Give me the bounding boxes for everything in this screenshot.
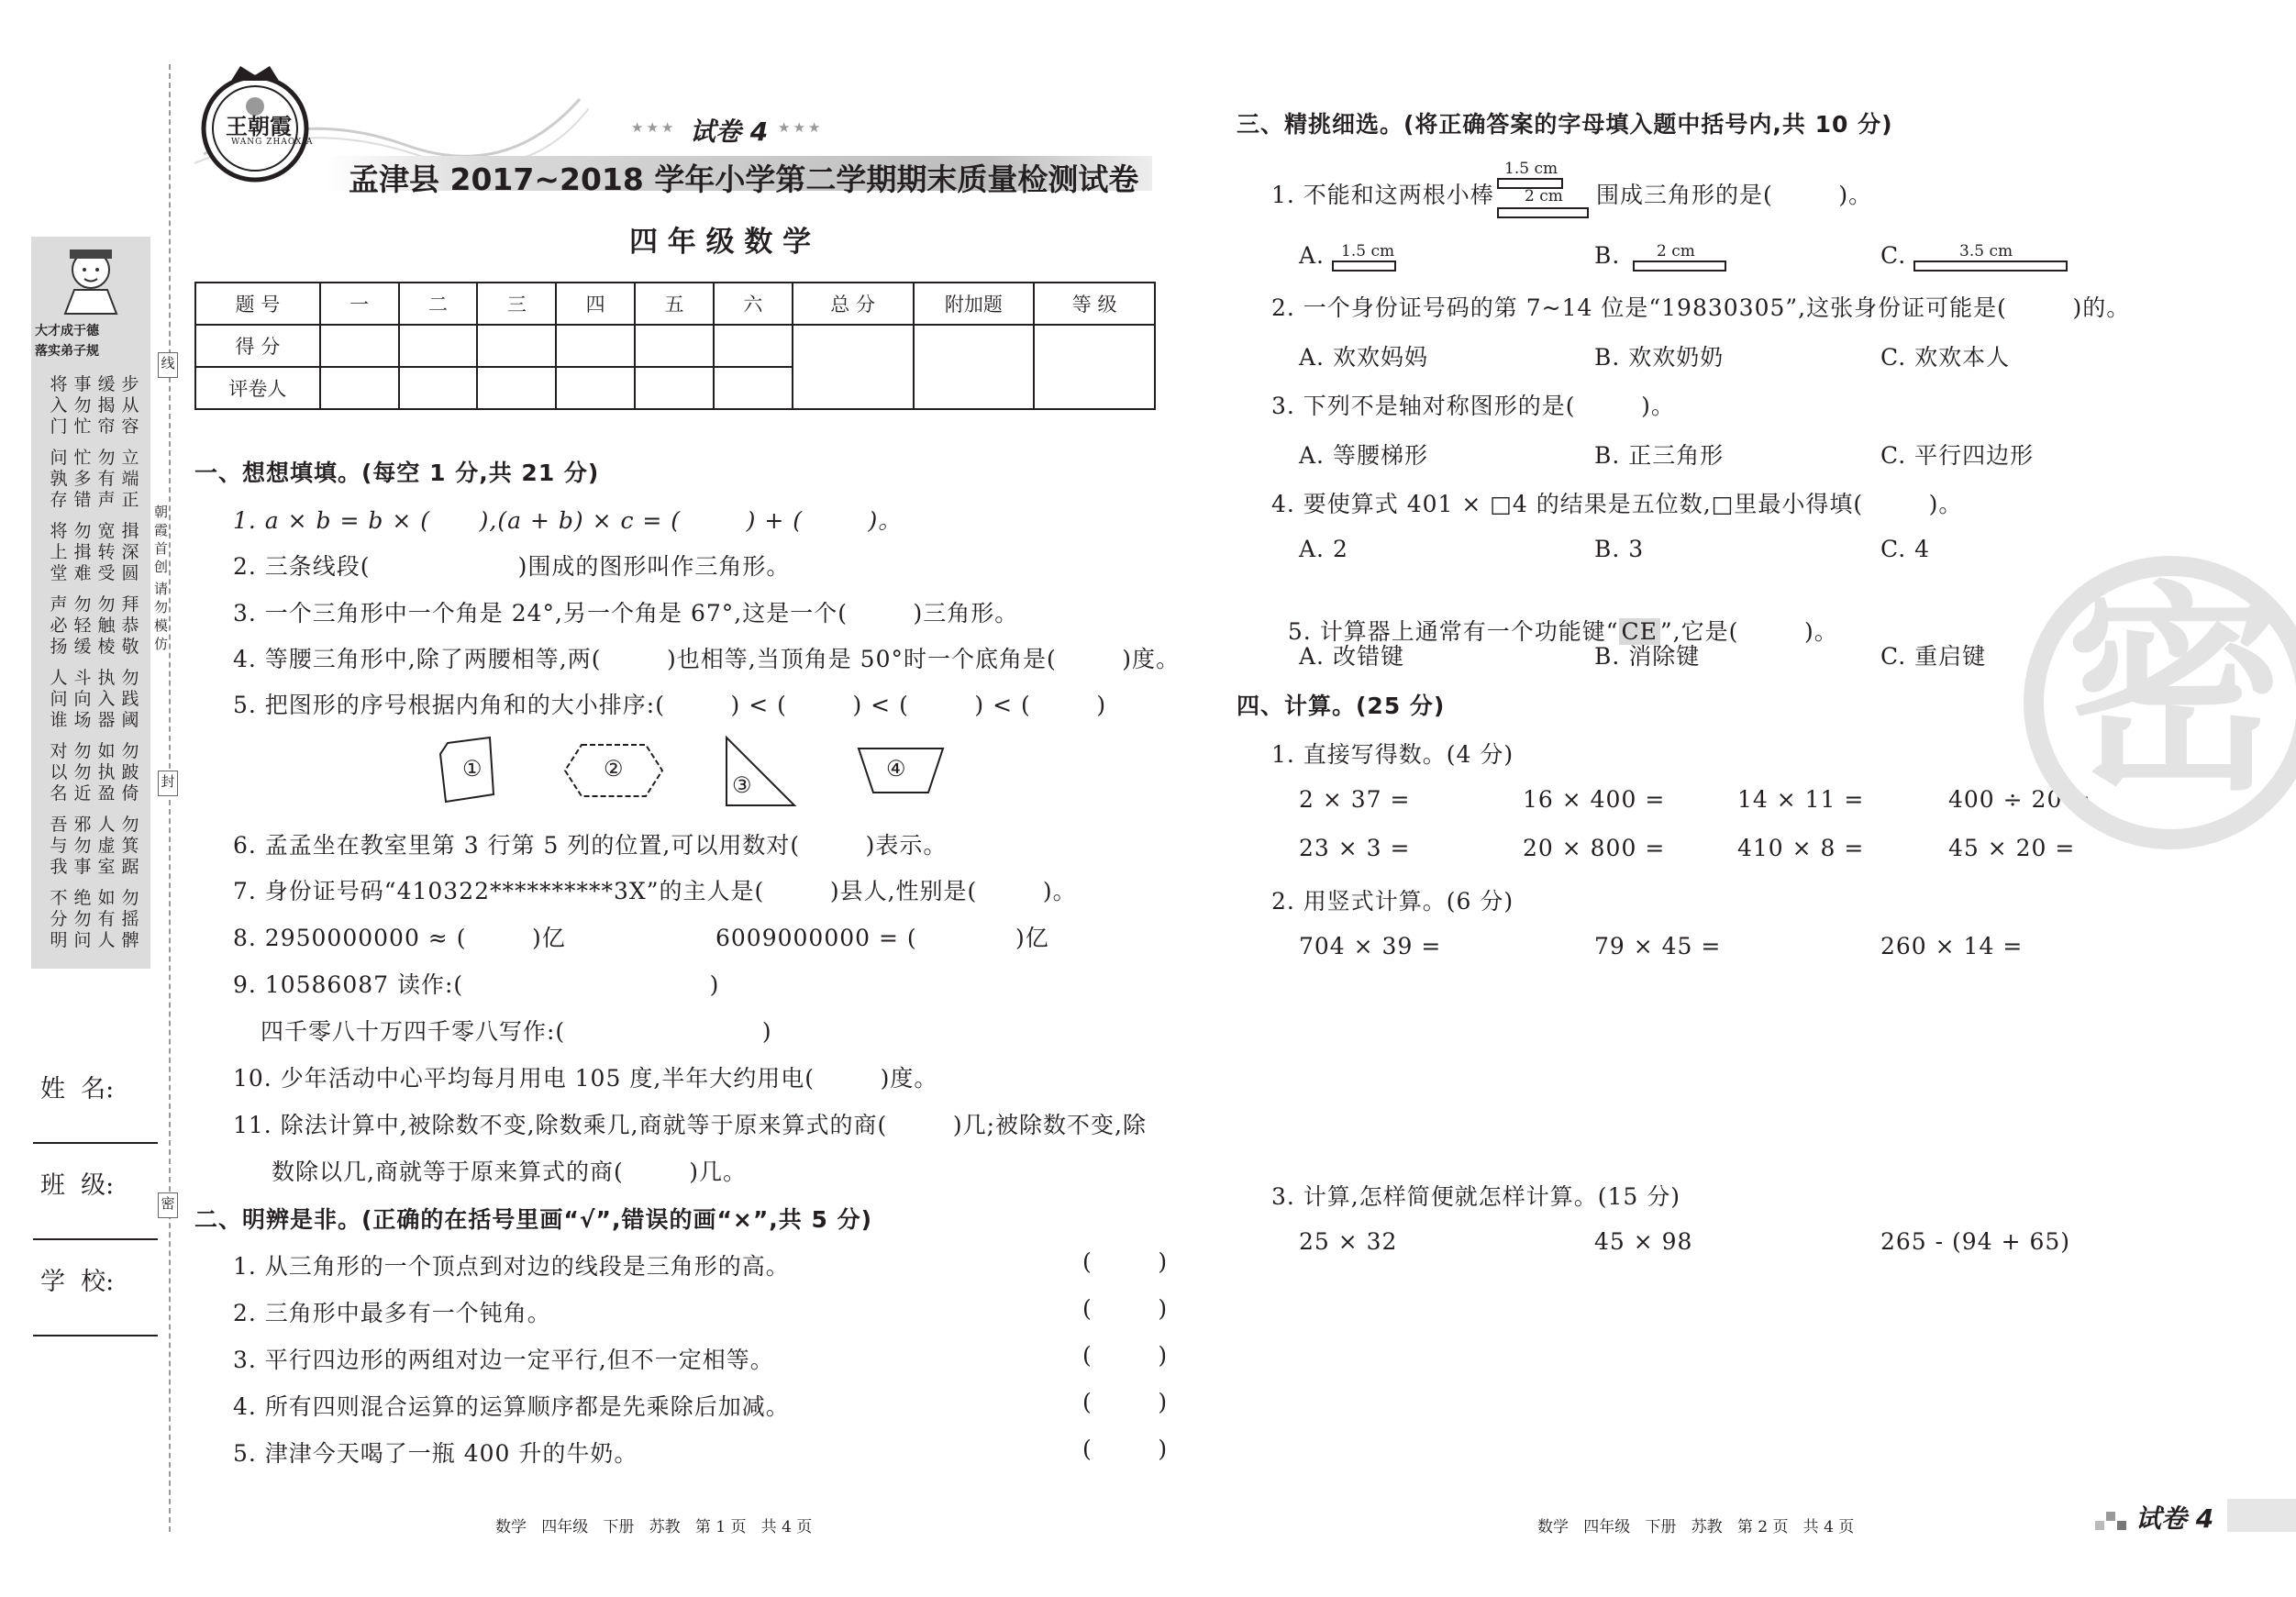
option[interactable]: B. 正三角形 — [1594, 442, 1725, 469]
logo-subtext: WANG ZHAOXIA — [231, 138, 314, 147]
grader-cell[interactable] — [320, 367, 399, 409]
question-1-1: 1. a × b = b × ( ),(a + b) × c = ( ) + ( )。 — [233, 507, 903, 534]
table-header-cell: 二 — [399, 283, 478, 325]
shape-label-1: ① — [462, 756, 482, 782]
question-1-11a: 11. 除法计算中,被除数不变,除数乘几,商就等于原来算式的商( )几;被除数不变,除 — [233, 1112, 1147, 1138]
grade-cell[interactable] — [1034, 325, 1155, 409]
poem-column: 勿摇髀 — [121, 888, 139, 950]
paper-number: 试卷 4 — [690, 116, 769, 147]
table-header-cell: 总 分 — [793, 283, 914, 325]
logo-text: 王朝霞 — [226, 114, 292, 139]
table-header-cell: 等 级 — [1034, 283, 1155, 325]
poem-column: 斗向场 — [73, 668, 92, 730]
calc-item: 265 - (94 + 65) — [1880, 1228, 2071, 1255]
name-field[interactable] — [33, 1142, 158, 1144]
question-1-9a: 9. 10586087 读作:( ) — [233, 971, 720, 998]
watermark-char: 密 — [2066, 563, 2287, 820]
poem-column: 勿勿近 — [73, 741, 92, 804]
question-3-2: 2. 一个身份证号码的第 7~14 位是“19830305”,这张身份证可能是( )的。 — [1271, 294, 2131, 321]
option-a-letter[interactable]: A. — [1299, 242, 1325, 269]
tf-item: 3. 平行四边形的两组对边一定平行,但不一定相等。 — [233, 1347, 774, 1373]
table-header-cell: 六 — [714, 283, 793, 325]
poem-column: 勿触棱 — [97, 594, 116, 657]
part-1-title: 1. 直接写得数。(4 分) — [1271, 741, 1514, 768]
row-label: 得 分 — [195, 325, 320, 367]
part-3-title: 3. 计算,怎样简便就怎样计算。(15 分) — [1271, 1183, 1681, 1210]
poem-column: 缓揭帘 — [97, 374, 116, 437]
school-label: 学 校: — [40, 1268, 115, 1296]
option[interactable]: C. 重启键 — [1880, 643, 1987, 670]
table-row — [195, 325, 1155, 367]
class-label: 班 级: — [40, 1171, 115, 1200]
fold-mark-2: 封 — [158, 771, 178, 796]
calc-item: 45 × 20 = — [1948, 835, 2076, 861]
cartoon-scholar-icon — [51, 242, 130, 316]
question-3-1: 1. 不能和这两根小棒 — [1271, 182, 1494, 208]
table-header-cell: 三 — [477, 283, 556, 325]
grader-cell[interactable] — [635, 367, 714, 409]
option[interactable]: B. 3 — [1594, 536, 1645, 562]
question-3-5-a: 5. 计算器上通常有一个功能键“ — [1287, 618, 1619, 645]
total-cell[interactable] — [793, 325, 914, 409]
fold-mark-3: 密 — [158, 1192, 178, 1218]
stick-2-label: 2 cm — [1525, 187, 1563, 205]
grader-cell[interactable] — [399, 367, 478, 409]
section-3-title: 三、精挑细选。(将正确答案的字母填入题中括号内,共 10 分) — [1237, 111, 1893, 138]
option-a-stick — [1332, 261, 1396, 272]
question-1-11b: 数除以几,商就等于原来算式的商( )几。 — [272, 1159, 748, 1185]
table-header-cell: 四 — [556, 283, 635, 325]
score-cell[interactable] — [635, 325, 714, 367]
poem-column: 勿践阈 — [121, 668, 139, 730]
score-table — [194, 282, 1156, 410]
pixel-decoration-icon — [2095, 1508, 2130, 1532]
question-3-1-tail: 围成三角形的是( )。 — [1596, 182, 1873, 208]
option-b-label: 2 cm — [1657, 242, 1695, 261]
poem-column: 不分明 — [50, 888, 68, 950]
poem-column: 揖深圆 — [121, 521, 139, 583]
question-3-4: 4. 要使算式 401 × □4 的结果是五位数,□里最小得填( )。 — [1271, 491, 1963, 517]
question-1-3: 3. 一个三角形中一个角是 24°,另一个角是 67°,这是一个( )三角形。 — [233, 600, 1019, 627]
calc-item: 410 × 8 = — [1737, 835, 1865, 861]
poem-column: 勿揖难 — [73, 521, 92, 583]
paper-tab: 试卷 4 — [2135, 1503, 2214, 1534]
poem-column: 如执盈 — [97, 741, 116, 804]
section-4-title: 四、计算。(25 分) — [1237, 693, 1446, 719]
poem-column: 拜恭敬 — [121, 594, 139, 657]
table-header-cell: 题 号 — [195, 283, 320, 325]
poem-column: 人虚室 — [97, 815, 116, 877]
option-c-stick — [1913, 261, 2068, 272]
paper-tab-band — [2227, 1499, 2296, 1532]
poem-column: 如有人 — [97, 888, 116, 950]
bonus-cell[interactable] — [914, 325, 1035, 409]
poem-column: 立端正 — [121, 448, 139, 510]
question-1-8a: 8. 2950000000 ≈ ( )亿 — [233, 925, 566, 951]
table-header-cell: 附加题 — [914, 283, 1035, 325]
poem-column: 问孰存 — [50, 448, 68, 510]
motto-1: 大才成于德 — [35, 324, 99, 338]
option-a-label: 1.5 cm — [1341, 242, 1395, 261]
answer-paren[interactable]: ( ) — [1082, 1248, 1169, 1275]
calc-item: 400 ÷ 20 = — [1948, 786, 2091, 813]
tf-item: 1. 从三角形的一个顶点到对边的线段是三角形的高。 — [233, 1253, 790, 1280]
poem-column: 绝勿问 — [73, 888, 92, 950]
table-header-cell: 一 — [320, 283, 399, 325]
option-b-stick — [1633, 261, 1726, 272]
poem-column: 勿有声 — [97, 448, 116, 510]
option[interactable]: C. 欢欢本人 — [1880, 344, 2011, 371]
poem-column: 邪勿事 — [73, 815, 92, 877]
option-c-letter[interactable]: C. — [1880, 242, 1907, 269]
question-3-5-b: ”,它是( )。 — [1659, 618, 1838, 645]
question-1-10: 10. 少年活动中心平均每月用电 105 度,半年大约用电( )度。 — [233, 1065, 938, 1092]
answer-paren[interactable]: ( ) — [1082, 1436, 1169, 1462]
option[interactable]: A. 2 — [1299, 536, 1348, 562]
stick-1-label: 1.5 cm — [1504, 160, 1558, 178]
score-cell[interactable] — [556, 325, 635, 367]
poem-column: 步从容 — [121, 374, 139, 437]
poem-column: 执入器 — [97, 668, 116, 730]
question-1-9b: 四千零八十万四千零八写作:( ) — [261, 1018, 772, 1045]
stars-left: ★★★ — [631, 119, 677, 136]
answer-paren[interactable]: ( ) — [1082, 1295, 1169, 1322]
school-field[interactable] — [33, 1335, 158, 1336]
calc-item: 45 × 98 — [1594, 1228, 1693, 1255]
stick-2 — [1497, 207, 1589, 218]
name-label: 姓 名: — [40, 1075, 115, 1103]
poem-column: 勿箕踞 — [121, 815, 139, 877]
question-3-3: 3. 下列不是轴对称图形的是( )。 — [1271, 393, 1675, 419]
calc-item: 20 × 800 = — [1523, 835, 1666, 861]
answer-paren[interactable]: ( ) — [1082, 1389, 1169, 1415]
calc-item: 704 × 39 = — [1299, 933, 1442, 959]
shape-label-3: ③ — [732, 772, 752, 798]
score-cell[interactable] — [477, 325, 556, 367]
question-1-5: 5. 把图形的序号根据内角和的大小排序:( ) < ( ) < ( ) < ( ) — [233, 692, 1107, 718]
score-cell[interactable] — [320, 325, 399, 367]
calc-item: 23 × 3 = — [1299, 835, 1411, 861]
option[interactable]: A. 欢欢妈妈 — [1299, 344, 1428, 371]
section-2-title: 二、明辨是非。(正确的在括号里画“√”,错误的画“×”,共 5 分) — [194, 1206, 872, 1233]
question-1-8b: 6009000000 = ( )亿 — [715, 925, 1049, 951]
section-1-title: 一、想想填填。(每空 1 分,共 21 分) — [194, 460, 600, 486]
footer-right: 数学 四年级 下册 苏教 第 2 页 共 4 页 — [1537, 1518, 1855, 1536]
poem-column: 忙多错 — [73, 448, 92, 510]
poem-column: 勿跛倚 — [121, 741, 139, 804]
subject-title: 四 年 级 数 学 — [629, 226, 812, 259]
poem-column: 将入门 — [50, 374, 68, 437]
exam-title: 孟津县 2017~2018 学年小学第二学期期末质量检测试卷 — [349, 161, 1139, 197]
poem-column: 宽转受 — [97, 521, 116, 583]
fold-mark-1: 线 — [158, 352, 178, 378]
answer-paren[interactable]: ( ) — [1082, 1342, 1169, 1369]
score-cell[interactable] — [399, 325, 478, 367]
score-cell[interactable] — [714, 325, 793, 367]
part-2-title: 2. 用竖式计算。(6 分) — [1271, 888, 1514, 915]
option[interactable]: A. 等腰梯形 — [1299, 442, 1428, 469]
motto-2: 落实弟子规 — [35, 344, 99, 359]
poem-column: 人问谁 — [50, 668, 68, 730]
option[interactable]: A. 改错键 — [1299, 643, 1404, 670]
poem-column: 事勿忙 — [73, 374, 92, 437]
stars-right: ★★★ — [778, 119, 824, 136]
option-b-letter[interactable]: B. — [1594, 242, 1621, 269]
left-sidebar — [31, 237, 150, 969]
poem-column: 对以名 — [50, 741, 68, 804]
ce-key: CE — [1619, 618, 1660, 645]
calc-item: 2 × 37 = — [1299, 786, 1411, 813]
shape-label-2: ② — [604, 756, 624, 782]
poem-column: 声必扬 — [50, 594, 68, 657]
calc-item: 14 × 11 = — [1737, 786, 1865, 813]
table-row — [195, 283, 1155, 325]
option[interactable]: C. 平行四边形 — [1880, 442, 2035, 469]
row-label: 评卷人 — [195, 367, 320, 409]
fold-line — [169, 64, 171, 1532]
poem-block — [31, 374, 150, 961]
question-1-7: 7. 身份证号码“410322**********3X”的主人是( )县人,性别是( )。 — [233, 878, 1077, 904]
grader-cell[interactable] — [556, 367, 635, 409]
table-header-cell: 五 — [635, 283, 714, 325]
question-1-2: 2. 三条线段( )围成的图形叫作三角形。 — [233, 553, 791, 580]
tf-item: 2. 三角形中最多有一个钝角。 — [233, 1300, 551, 1326]
option[interactable]: B. 欢欢奶奶 — [1594, 344, 1725, 371]
copyright-note: 朝霞首创 — [154, 504, 169, 575]
tf-item: 4. 所有四则混合运算的运算顺序都是先乘除后加减。 — [233, 1393, 790, 1420]
poem-column: 吾与我 — [50, 815, 68, 877]
shape-label-4: ④ — [886, 756, 906, 782]
calc-item: 79 × 45 = — [1594, 933, 1722, 959]
option[interactable]: B. 消除键 — [1594, 643, 1701, 670]
class-field[interactable] — [33, 1238, 158, 1240]
tf-item: 5. 津津今天喝了一瓶 400 升的牛奶。 — [233, 1440, 638, 1467]
footer-left: 数学 四年级 下册 苏教 第 1 页 共 4 页 — [495, 1518, 813, 1536]
question-1-6: 6. 孟孟坐在教室里第 3 行第 5 列的位置,可以用数对( )表示。 — [233, 832, 948, 859]
option-c-label: 3.5 cm — [1959, 242, 2013, 261]
poem-column: 将上堂 — [50, 521, 68, 583]
question-1-4: 4. 等腰三角形中,除了两腰相等,两( )也相等,当顶角是 50°时一个底角是( )度。 — [233, 646, 1181, 672]
option[interactable]: C. 4 — [1880, 536, 1931, 562]
calc-item: 260 × 14 = — [1880, 933, 2024, 959]
grader-cell[interactable] — [714, 367, 793, 409]
poem-column: 勿轻缓 — [73, 594, 92, 657]
calc-item: 16 × 400 = — [1523, 786, 1666, 813]
warning-note: 请勿模仿 — [154, 581, 169, 652]
grader-cell[interactable] — [477, 367, 556, 409]
calc-item: 25 × 32 — [1299, 1228, 1398, 1255]
